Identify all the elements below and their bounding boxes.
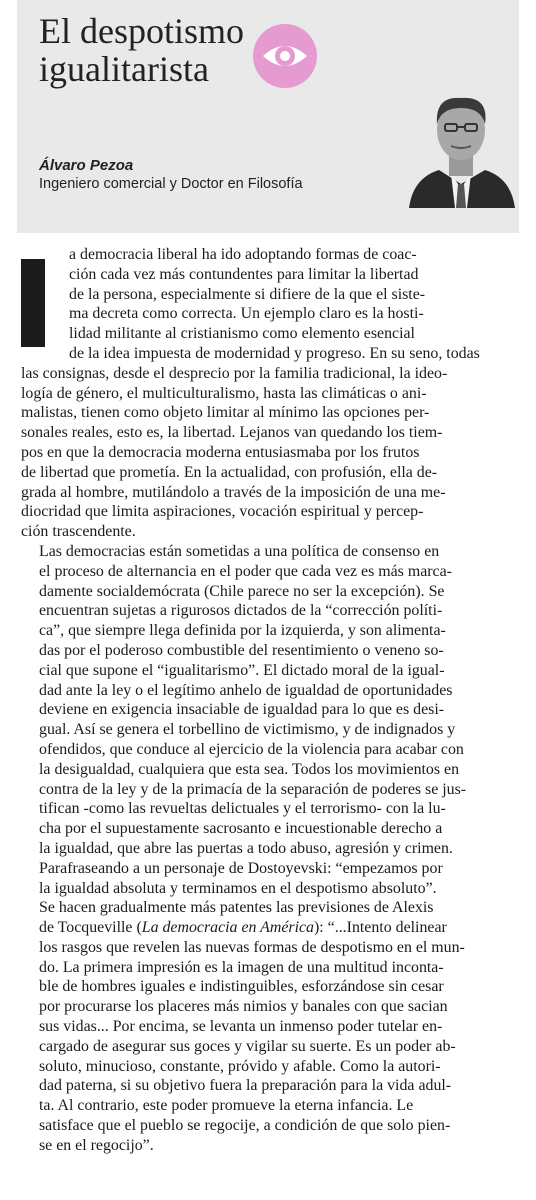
text-line: el proceso de alternancia en el poder que cada vez es más marca-: [39, 562, 452, 580]
text-line: satisface que el pueblo se regocije, a condición de que solo pien-: [39, 1117, 451, 1135]
text-line: la desigualdad, cualquiera que esta sea. Todos los movimientos en: [39, 760, 460, 778]
text-line: se en el regocijo”.: [39, 1136, 154, 1154]
article-header: [17, 0, 519, 233]
text-line: logía de género, el multiculturalismo, hasta las climáticas o ani-: [21, 384, 427, 402]
text-line: ble de hombres iguales e indistinguibles, esforzándose sin cesar: [39, 978, 444, 996]
text-line: de la idea impuesta de modernidad y progreso. En su seno, todas: [69, 344, 480, 362]
text-line: gual. Así se genera el torbellino de victimismo, y de indignados y: [39, 721, 456, 739]
article-title: [39, 12, 244, 88]
text-line: ción trascendente.: [21, 523, 136, 541]
text-line: ma decreta como correcta. Un ejemplo claro es la hosti-: [69, 305, 424, 323]
text-line: encuentran sujetas a rigurosos dictados de la “corrección políti-: [39, 602, 443, 620]
text-line: malistas, tienen como objeto limitar al mínimo las opciones per-: [21, 404, 430, 422]
text-line: tifican -como las revueltas delictuales y el terrorismo- con la lu-: [39, 800, 446, 818]
text-line: cial que supone el “igualitarismo”. El dictado moral de la igual-: [39, 661, 445, 679]
text-line: deviene en exigencia insaciable de igualdad para lo que es desi-: [39, 701, 445, 719]
paragraph-2: [21, 542, 513, 898]
text-line: de libertad que prometía. En la actualidad, con profusión, ella de-: [21, 463, 438, 481]
text-line: das por el poderoso combustible del resentimiento o veneno so-: [39, 641, 444, 659]
book-title: La democracia en América: [141, 919, 314, 937]
text-line: a democracia liberal ha ido adoptando formas de coac-: [69, 246, 417, 263]
text-line: sus vidas... Por encima, se levanta un inmenso poder tutelar en-: [39, 1018, 443, 1036]
text-line: la igualdad, que abre las puertas a todo abuso, agresión y crimen.: [39, 839, 453, 857]
text-line: sonales reales, esto es, la libertad. Lejanos van quedando los tiem-: [21, 424, 443, 442]
eye-badge: [253, 24, 317, 88]
paragraph-1: [21, 245, 513, 542]
author-role: Ingeniero comercial y Doctor en Filosofía: [39, 176, 303, 192]
author-portrait: [405, 84, 517, 208]
text-line: ofendidos, que conduce al ejercicio de la violencia para acabar con: [39, 740, 464, 758]
text-line: do. La primera impresión es la imagen de una multitud inconta-: [39, 958, 444, 976]
text-line: ción cada vez más contundentes para limitar la libertad: [69, 265, 419, 283]
text-line: de Tocqueville (La democracia en América): “...Intento delinear: [39, 919, 447, 937]
text-line: dad paterna, si su objetivo fuera la preparación para la vida adul-: [39, 1077, 452, 1095]
text-line: ca”, que siempre llega definida por la izquierda, y son alimenta-: [39, 622, 446, 640]
text-line: grada al hombre, mutilándolo a través de la imposición de una me-: [21, 483, 446, 501]
text-line: de la persona, especialmente si difiere de la que el siste-: [69, 285, 426, 303]
text-line: Parafraseando a un personaje de Dostoyevski: “empezamos por: [39, 859, 443, 877]
text-line: cha por el supuestamente sacrosanto e incuestionable derecho a: [39, 820, 443, 838]
text-line: Se hacen gradualmente más patentes las previsiones de Alexis: [39, 899, 434, 917]
text-line: contra de la ley y de la primacía de la separación de poderes se jus-: [39, 780, 467, 798]
text-line: pos en que la democracia moderna entusiasmaba por los frutos: [21, 443, 420, 461]
text-line: soluto, minucioso, constante, próvido y afable. Como la autori-: [39, 1057, 441, 1075]
text-line: la igualdad absoluta y terminamos en el despotismo absoluto”.: [39, 879, 437, 897]
author-name: Álvaro Pezoa: [39, 157, 134, 174]
text-line: ta. Al contrario, este poder promueve la eterna infancia. Le: [39, 1097, 414, 1115]
text-line: las consignas, desde el desprecio por la familia tradicional, la ideo-: [21, 364, 448, 382]
text-line: Las democracias están sometidas a una política de consenso en: [39, 542, 440, 560]
text-line: los rasgos que revelen las nuevas formas de despotismo en el mun-: [39, 938, 465, 956]
title-line-2: igualitarista: [39, 49, 209, 89]
drop-cap: [21, 259, 45, 347]
title-line-1: El despotismo: [39, 11, 244, 51]
text-line: dad ante la ley o el legítimo anhelo de igualdad de oportunidades: [39, 681, 453, 699]
paragraph-3: [21, 898, 513, 1155]
text-line: por procurarse los placeres más nimios y banales con que sacian: [39, 998, 448, 1016]
text-line: diocridad que limita aspiraciones, vocación espiritual y percep-: [21, 503, 424, 521]
eye-icon: [253, 24, 317, 88]
text-line: lidad militante al cristianismo como elemento esencial: [69, 325, 415, 343]
text-line: cargado de asegurar sus goces y vigilar su suerte. Es un poder ab-: [39, 1037, 456, 1055]
text-line: damente socialdemócrata (Chile parece no ser la excepción). Se: [39, 582, 445, 600]
article-body: [21, 245, 513, 1156]
